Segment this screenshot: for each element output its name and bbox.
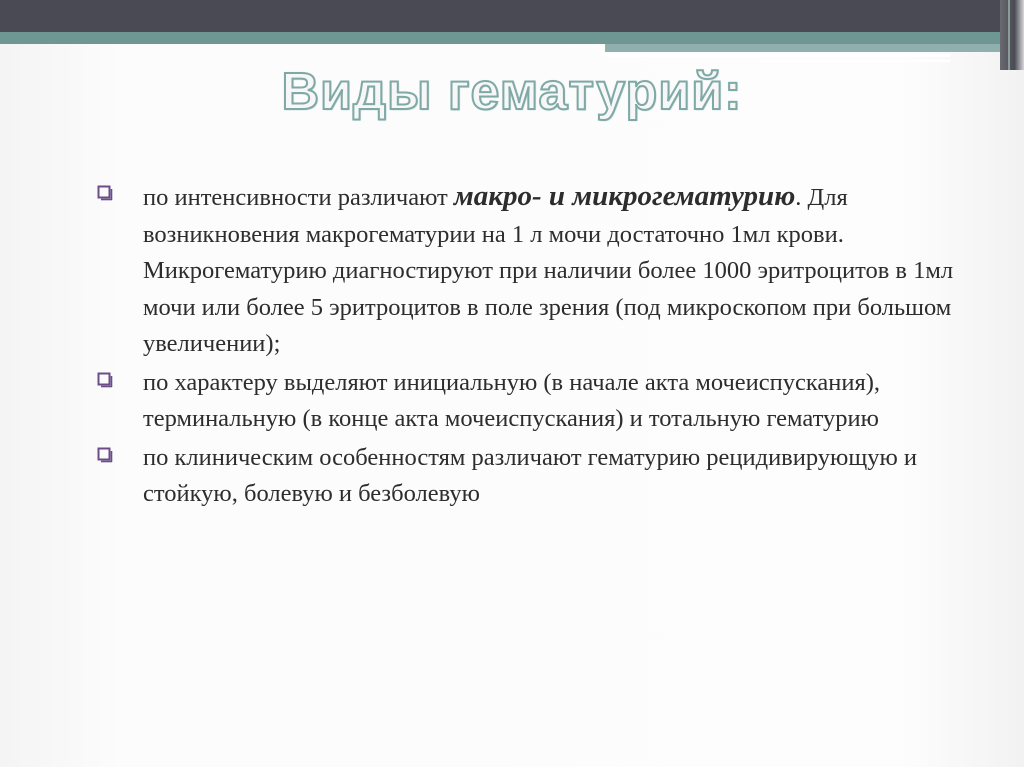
slide-right-edge-line: [1008, 0, 1010, 70]
hollow-square-bullet-icon: [97, 372, 113, 388]
list-item: [93, 178, 963, 363]
list-item-emphasis: макро- и микрогематурию: [453, 180, 796, 212]
hollow-square-bullet-icon: [97, 447, 113, 463]
list-item-text-pre: по интенсивности различают: [143, 184, 454, 211]
list-item-text-post: . Для возникновения макрогематурии на 1 л мочи достаточно 1мл крови. Микрогематурию диагностируют при наличии более 1000 эритроцитов в 1мл мочи или более 5 эритроцитов в поле зрения (под микроскопом при большом увеличении);: [143, 184, 954, 357]
slide-title: Виды гематурий:: [281, 63, 743, 121]
hollow-square-bullet-icon: [97, 185, 113, 201]
header-accent-line: [605, 54, 950, 57]
list-item-text: по клиническим особенностям различают гематурию рецидивирующую и стойкую, болевую и безболевую: [143, 443, 917, 507]
header-band-dark: [0, 0, 1000, 32]
header-band-teal: [0, 32, 1000, 44]
header-band-teal-light: [605, 44, 1000, 52]
list-item: [93, 440, 963, 513]
list-item-text: по характеру выделяют инициальную (в начале акта мочеиспускания), терминальную (в конце акта мочеиспускания) и тотальную гематурию: [143, 368, 881, 432]
list-item: [93, 365, 963, 438]
bullet-list: [93, 178, 963, 515]
slide-right-edge: [1000, 0, 1024, 70]
